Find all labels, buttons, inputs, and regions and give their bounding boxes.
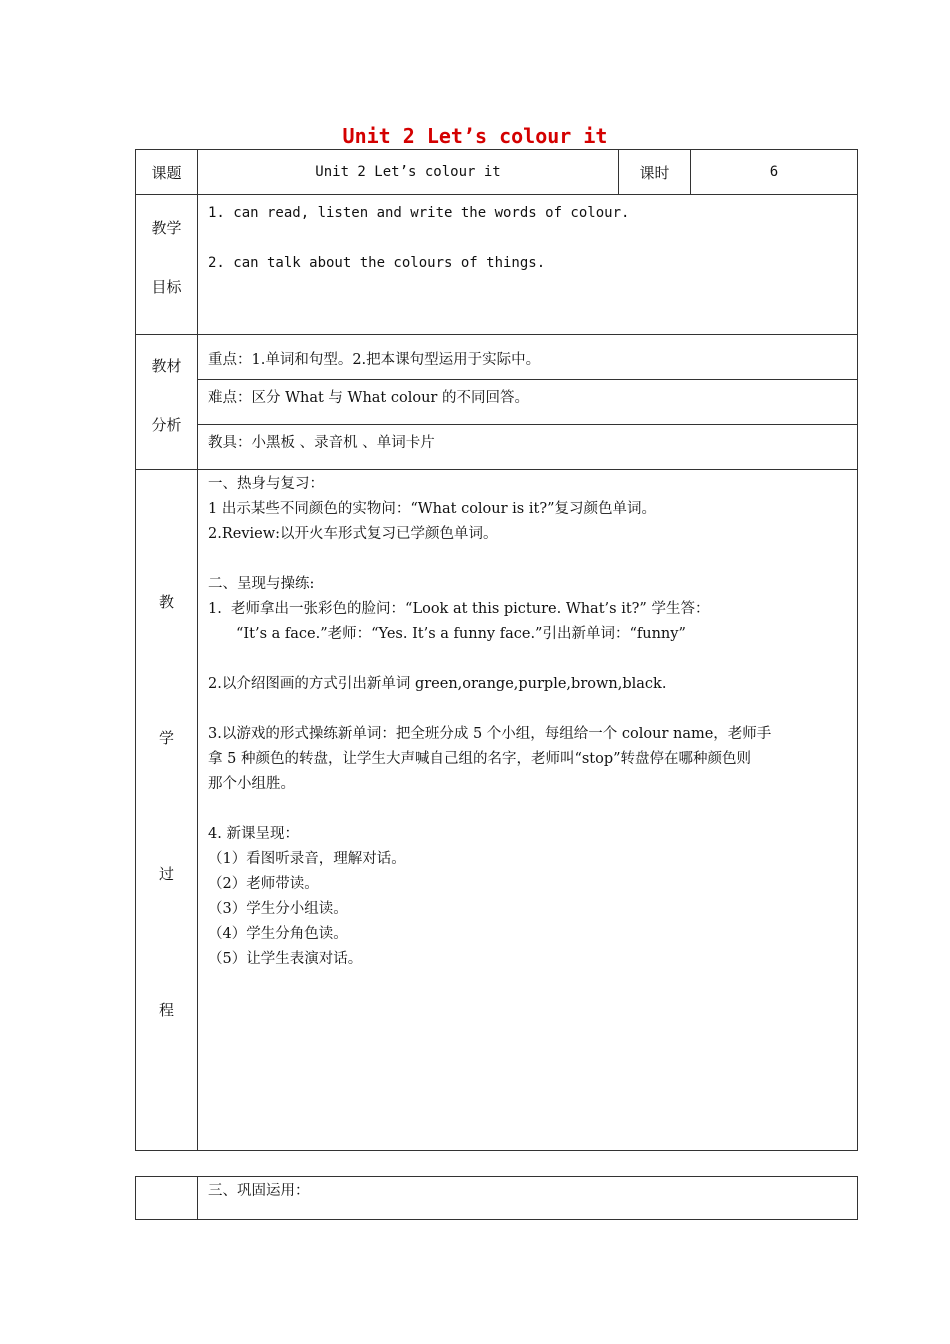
consolidation-heading: 三、巩固运用： (198, 1177, 858, 1220)
step-item-4: （4）学生分角色读。 (208, 926, 348, 942)
goals-label-a: 教学 (151, 219, 182, 237)
period-value: 6 (691, 150, 858, 195)
analysis-row-difficulties (136, 380, 858, 425)
analysis-row-materials (136, 425, 858, 470)
topic-value: Unit 2 Let’s colour it (198, 150, 619, 195)
period-label: 课时 (619, 150, 691, 195)
step-item-5: （5）让学生表演对话。 (208, 951, 363, 967)
goal-item-1: 1. can read, listen and write the words of colour. (208, 205, 630, 221)
process-label-3: 过 (158, 865, 174, 883)
warmup-item-2: 2.Review:以开火车形式复习已学颜色单词。 (208, 526, 498, 542)
materials: 教具：小黑板 、录音机 、单词卡片 (198, 425, 858, 470)
goals-content (198, 195, 858, 335)
warmup-item-1: 1 出示某些不同颜色的实物问：“What colour is it?”复习颜色单词。 (208, 501, 657, 517)
key-points: 重点：1.单词和句型。2.把本课句型运用于实际中。 (198, 335, 858, 380)
consolidation-table (135, 1176, 858, 1220)
analysis-label-a: 教材 (151, 357, 182, 375)
process-label-2: 学 (158, 729, 174, 747)
analysis-label-b: 分析 (151, 416, 182, 434)
present-item-3a: 3.以游戏的形式操练新单词：把全班分成 5 个小组，每组给一个 colour name，老师手 (208, 726, 772, 742)
process-label-cell (136, 470, 198, 1151)
present-heading: 二、呈现与操练: (208, 576, 315, 592)
present-item-2: 2.以介绍图画的方式引出新单词 green,orange,purple,brown,black. (208, 676, 667, 692)
goal-item-2: 2. can talk about the colours of things. (208, 255, 546, 271)
process-label-4: 程 (158, 1001, 174, 1019)
process-row (136, 470, 858, 1151)
consolidation-row (136, 1177, 858, 1220)
warmup-heading: 一、热身与复习： (208, 476, 324, 492)
document-title: Unit 2 Let’s colour it (342, 124, 608, 148)
goals-row (136, 195, 858, 335)
step-item-2: （2）老师带读。 (208, 876, 319, 892)
step-item-3: （3）学生分小组读。 (208, 901, 348, 917)
new-lesson-heading: 4. 新课呈现： (208, 826, 299, 842)
present-item-1b: “It’s a face.”老师：“Yes. It’s a funny face.”引出新单词：“funny” (236, 626, 686, 642)
process-label-1: 教 (158, 593, 174, 611)
present-item-3c: 那个小组胜。 (208, 776, 295, 792)
topic-label: 课题 (136, 150, 198, 195)
consolidation-label (136, 1177, 198, 1220)
present-item-1a: 1. 老师拿出一张彩色的脸问：“Look at this picture. What’s it?” 学生答： (208, 601, 710, 617)
difficulties: 难点：区分 What 与 What colour 的不同回答。 (198, 380, 858, 425)
present-item-3b: 拿 5 种颜色的转盘，让学生大声喊自己组的名字，老师叫“stop”转盘停在哪种颜色则 (208, 751, 752, 767)
topic-row (136, 150, 858, 195)
lesson-plan-table (135, 149, 858, 1151)
goals-label-b: 目标 (151, 278, 182, 296)
goals-label-cell (136, 195, 198, 335)
step-item-1: （1）看图听录音，理解对话。 (208, 851, 406, 867)
analysis-label-cell (136, 335, 198, 470)
analysis-row-key (136, 335, 858, 380)
process-content (198, 470, 858, 1151)
